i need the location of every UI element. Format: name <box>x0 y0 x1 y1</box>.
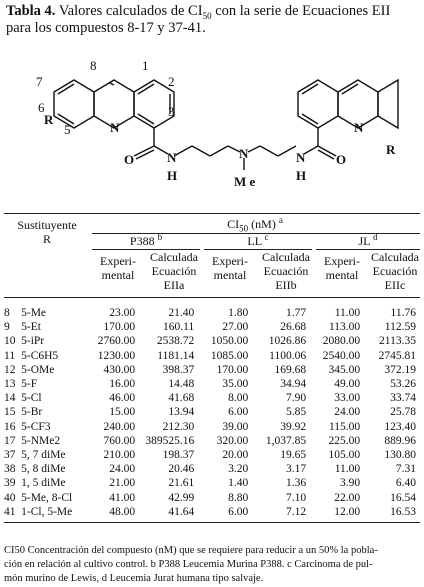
atom-n-amide-right: N <box>296 150 306 165</box>
substituent: 5-Et <box>21 321 41 334</box>
calculated-value: 1,037.85 <box>265 434 307 447</box>
caption-text: Valores calculados de $CI_{50}$ con la serie de Ecuaciones EII <box>58 3 391 21</box>
substituent: 1-Cl, 5-Me <box>21 505 73 518</box>
calculated-value: 389525.16 <box>145 434 195 447</box>
experimental-value: 49.00 <box>334 378 361 391</box>
chemical-structure <box>30 46 400 196</box>
calculated-value: 112.59 <box>384 321 416 334</box>
rule-top <box>4 213 420 214</box>
table-row <box>4 334 420 348</box>
table-row <box>4 377 420 391</box>
experimental-value: 240.00 <box>103 420 136 433</box>
compound-id: 8 <box>4 307 10 320</box>
calculated-value: 34.94 <box>280 378 307 391</box>
calculated-value: 1.36 <box>286 477 307 490</box>
r-label-left: R <box>44 112 54 127</box>
substituent: 5-OMe <box>21 363 55 376</box>
group-p388: P388 $^b$ <box>129 232 163 248</box>
calculated-value: 21.61 <box>168 477 195 490</box>
experimental-value: 24.00 <box>109 463 136 476</box>
calculated-value: 2538.72 <box>156 335 195 348</box>
substituent: 5, 8 diMe <box>21 463 66 476</box>
substituent: 5-Me <box>21 307 47 320</box>
calculated-value: 1100.06 <box>269 349 307 362</box>
methyl-label: M e <box>234 174 256 189</box>
atom-h-left: H <box>167 168 178 183</box>
compound-id: 11 <box>4 349 16 362</box>
experimental-value: 210.00 <box>103 448 136 461</box>
table-row <box>4 363 420 377</box>
calculated-value: 169.68 <box>274 363 307 376</box>
table-row <box>4 434 420 448</box>
experimental-value: 225.00 <box>328 434 361 447</box>
experimental-value: 345.00 <box>328 363 361 376</box>
ring-number-6: 6 <box>38 100 45 115</box>
table-row <box>4 476 420 490</box>
table-row <box>4 349 420 363</box>
footnote-line-1: CI50 Concentración del compuesto (nM) que se requiere para reducir a un 50% la pobla- <box>4 545 378 556</box>
substituent: 5, 7 diMe <box>21 448 66 461</box>
calculated-value: 41.68 <box>168 392 195 405</box>
calculated-value: 33.74 <box>390 392 416 405</box>
calculated-value: 21.40 <box>168 307 195 320</box>
compound-id: 41 <box>4 505 16 518</box>
calculated-value: 212.30 <box>162 420 195 433</box>
footnote <box>4 544 420 586</box>
experimental-value: 12.00 <box>334 505 361 518</box>
calculated-value: 1026.86 <box>268 335 307 348</box>
ring-number-3: 3 <box>168 104 175 119</box>
experimental-value: 24.00 <box>334 406 361 419</box>
atom-n-ring-right: N <box>354 120 364 135</box>
group-jl: JL $^d$ <box>358 232 378 248</box>
compound-id: 10 <box>4 335 16 348</box>
table-row <box>4 505 420 519</box>
substituent: 5-Br <box>21 406 43 419</box>
compound-id: 15 <box>4 406 16 419</box>
atom-o-left: O <box>124 152 135 167</box>
experimental-value: 2540.00 <box>322 349 361 362</box>
ring-number-5: 5 <box>64 122 71 137</box>
experimental-value: 35.00 <box>222 378 249 391</box>
experimental-value: 46.00 <box>109 392 136 405</box>
experimental-value: 3.20 <box>228 463 249 476</box>
calculated-value: 198.37 <box>162 448 195 461</box>
substituent: 5-Cl <box>21 392 42 405</box>
atom-n-center: N <box>239 146 249 161</box>
footnote-line-3: món murino de Lewis, d Leucemia Jurat humana tipo salvaje. <box>4 573 264 584</box>
calculated-value: 41.64 <box>168 505 195 518</box>
table-row <box>4 306 420 320</box>
calculated-value: 13.94 <box>168 406 195 419</box>
table-row <box>4 448 420 462</box>
caption-line2: para los compuestos 8-17 y 37-41. <box>6 20 206 36</box>
calculated-value: 2745.81 <box>378 349 416 362</box>
calculated-value: 889.96 <box>384 434 416 447</box>
experimental-value: 1230.00 <box>97 349 136 362</box>
compound-id: 39 <box>4 477 16 490</box>
atom-h-right: H <box>296 168 307 183</box>
experimental-value: 430.00 <box>103 363 136 376</box>
experimental-value: 8.00 <box>228 392 249 405</box>
calculated-value: 130.80 <box>384 448 416 461</box>
calculated-value: 14.48 <box>168 378 195 391</box>
experimental-value: 113.00 <box>328 321 361 334</box>
compound-id: 38 <box>4 463 16 476</box>
rule-bottom <box>4 522 420 523</box>
experimental-value: 6.00 <box>228 505 249 518</box>
atom-o-right: O <box>336 152 347 167</box>
col-exp-jl: Experi- mental <box>324 254 360 282</box>
calculated-value: 1.77 <box>286 307 307 320</box>
experimental-value: 8.80 <box>228 491 249 504</box>
experimental-value: 48.00 <box>109 505 136 518</box>
table-row <box>4 391 420 405</box>
col-calc-eiia: Calculada Ecuación EIIa <box>150 250 198 292</box>
substituent: 5-F <box>21 378 38 391</box>
experimental-value: 170.00 <box>216 363 249 376</box>
experimental-value: 39.00 <box>222 420 249 433</box>
compound-id: 14 <box>4 392 16 405</box>
table-caption <box>6 3 418 37</box>
table-row <box>4 420 420 434</box>
experimental-value: 20.00 <box>222 448 249 461</box>
compound-id: 17 <box>4 434 16 447</box>
compound-id: 40 <box>4 491 16 504</box>
compound-id: 13 <box>4 378 16 391</box>
experimental-value: 11.00 <box>334 463 361 476</box>
experimental-value: 760.00 <box>103 434 136 447</box>
experimental-value: 27.00 <box>222 321 249 334</box>
group-ll: LL $^c$ <box>247 232 269 248</box>
atom-n-ring-left: N <box>110 120 120 135</box>
compound-id: 12 <box>4 363 16 376</box>
experimental-value: 1085.00 <box>210 349 249 362</box>
calculated-value: 16.54 <box>390 491 416 504</box>
table-row <box>4 462 420 476</box>
ring-number-8: 8 <box>90 58 97 73</box>
calculated-value: 7.10 <box>286 491 307 504</box>
table-row <box>4 405 420 419</box>
table-row <box>4 320 420 334</box>
experimental-value: 6.00 <box>228 406 249 419</box>
data-table <box>4 306 420 519</box>
col-calc-eiib: Calculada Ecuación EIIb <box>262 250 310 292</box>
ring-number-7: 7 <box>36 74 43 89</box>
atom-n-amide-left: N <box>167 150 177 165</box>
calculated-value: 372.19 <box>384 363 416 376</box>
calculated-value: 2113.35 <box>379 335 416 348</box>
experimental-value: 41.00 <box>109 491 136 504</box>
calculated-value: 11.76 <box>390 307 416 320</box>
substituent: 5-C6H5 <box>21 349 59 362</box>
experimental-value: 2760.00 <box>97 335 136 348</box>
experimental-value: 23.00 <box>109 307 136 320</box>
experimental-value: 2080.00 <box>322 335 361 348</box>
substituent: 5-CF3 <box>21 420 51 433</box>
calculated-value: 20.46 <box>168 463 195 476</box>
calculated-value: 6.40 <box>395 477 416 490</box>
ring-number-1: 1 <box>142 58 149 73</box>
experimental-value: 21.00 <box>109 477 136 490</box>
ring-number-2: 2 <box>168 74 175 89</box>
calculated-value: 39.92 <box>280 420 307 433</box>
calculated-value: 160.11 <box>163 321 195 334</box>
substituent: 1, 5 diMe <box>21 477 66 490</box>
calculated-value: 1181.14 <box>157 349 195 362</box>
experimental-value: 1.80 <box>228 307 249 320</box>
experimental-value: 15.00 <box>109 406 136 419</box>
calculated-value: 26.68 <box>280 321 307 334</box>
substituent: 5-Me, 8-Cl <box>21 491 73 504</box>
experimental-value: 33.00 <box>334 392 361 405</box>
calculated-value: 25.78 <box>390 406 416 419</box>
experimental-value: 320.00 <box>216 434 249 447</box>
caption-label: Tabla 4. <box>6 3 56 19</box>
calculated-value: 7.90 <box>286 392 307 405</box>
col-calc-eiic: Calculada Ecuación EIIc <box>371 250 419 292</box>
compound-id: 37 <box>4 448 16 461</box>
experimental-value: 1050.00 <box>210 335 249 348</box>
experimental-value: 105.00 <box>328 448 361 461</box>
col-exp-p388: Experi- mental <box>100 254 136 282</box>
rule-header-bottom <box>4 297 420 298</box>
col-sustituyente: Sustituyente R <box>17 218 77 246</box>
substituent: 5-NMe2 <box>21 434 61 447</box>
calculated-value: 53.26 <box>390 378 416 391</box>
calculated-value: 7.31 <box>395 463 416 476</box>
substituent: 5-iPr <box>21 335 45 348</box>
calculated-value: 5.85 <box>286 406 307 419</box>
experimental-value: 11.00 <box>334 307 361 320</box>
calculated-value: 42.99 <box>168 491 195 504</box>
calculated-value: 123.40 <box>384 420 416 433</box>
calculated-value: 3.17 <box>286 463 307 476</box>
calculated-value: 398.37 <box>162 363 195 376</box>
col-exp-ll: Experi- mental <box>212 254 248 282</box>
experimental-value: 170.00 <box>103 321 136 334</box>
footnote-line-2: ción en relación al cultivo control. b P388 Leucemia Murina P388. c Carcinoma de pul- <box>4 559 373 570</box>
ci50-header: $CI_{50}$ (nM) $^a$ <box>227 215 283 234</box>
table-row <box>4 490 420 504</box>
r-label-right: R <box>386 142 396 157</box>
calculated-value: 7.12 <box>286 505 307 518</box>
experimental-value: 16.00 <box>109 378 136 391</box>
experimental-value: 3.90 <box>340 477 361 490</box>
experimental-value: 1.40 <box>228 477 249 490</box>
experimental-value: 22.00 <box>334 491 361 504</box>
calculated-value: 16.53 <box>390 505 416 518</box>
calculated-value: 19.65 <box>280 448 307 461</box>
compound-id: 16 <box>4 420 16 433</box>
compound-id: 9 <box>4 321 10 334</box>
experimental-value: 115.00 <box>328 420 361 433</box>
